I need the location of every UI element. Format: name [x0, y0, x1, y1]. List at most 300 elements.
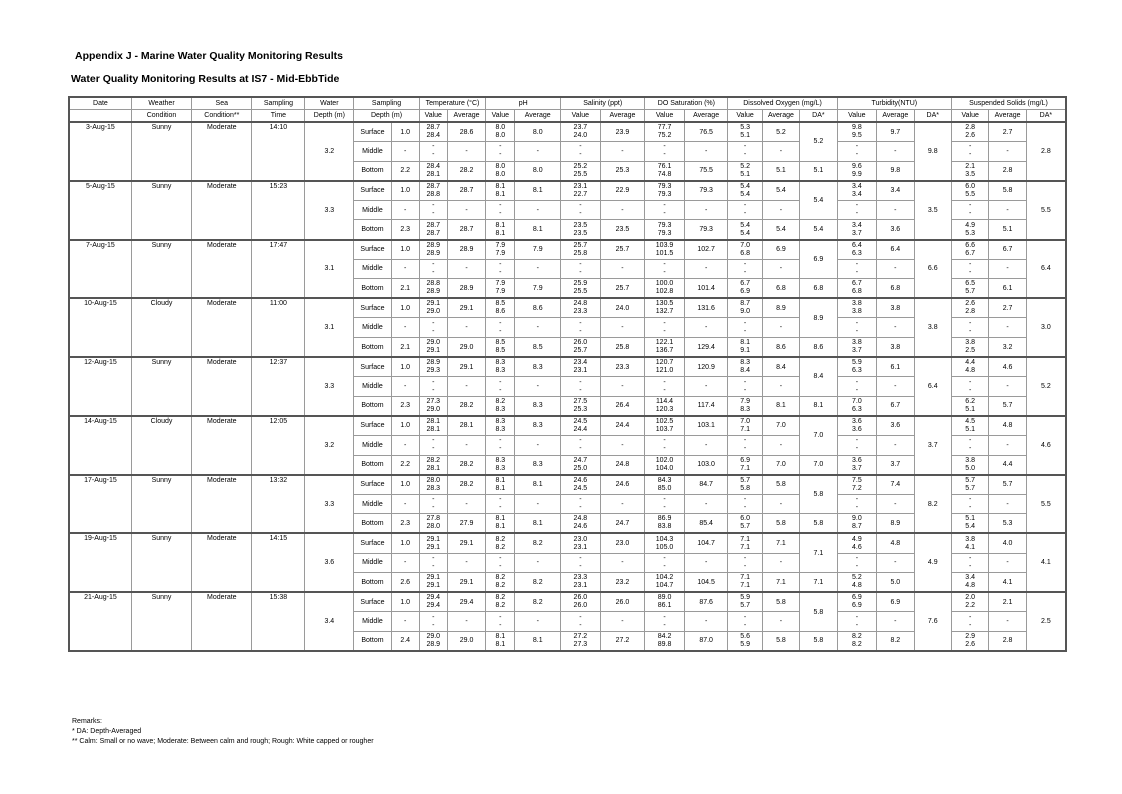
ss-value — [951, 161, 988, 181]
ph-value-reading: - — [499, 151, 502, 159]
turbidity-value-reading: 3.8 — [851, 339, 862, 347]
do-sat-average: - — [684, 142, 728, 162]
temp-value-reading: - — [432, 562, 435, 570]
turbidity-da: 6.4 — [914, 357, 951, 416]
ph-value-reading: - — [499, 621, 502, 629]
do-value — [728, 338, 762, 358]
do-value-reading: 6.9 — [740, 456, 750, 464]
level-cell: Middle — [354, 318, 391, 338]
ss-value-reading: - — [969, 621, 972, 629]
do-sat-value — [645, 436, 685, 456]
do-sat-value-reading: 86.9 — [657, 515, 672, 523]
sea-cell: Moderate — [192, 533, 252, 592]
do-sat-value — [645, 122, 685, 142]
do-value-reading: 8.1 — [740, 339, 750, 347]
do-sat-value-reading: 89.0 — [657, 594, 672, 602]
turbidity-value-reading: 3.4 — [851, 190, 862, 198]
remarks — [72, 717, 374, 747]
do-average: - — [762, 553, 799, 573]
col-do-saturation: DO Saturation (%) — [645, 97, 728, 110]
ss-value-reading: - — [969, 260, 972, 268]
temp-value — [419, 338, 447, 358]
turbidity-value — [837, 200, 877, 220]
ss-value-reading: - — [969, 268, 972, 276]
do-sat-value-reading: 130.5 — [655, 300, 674, 308]
do-value — [728, 455, 762, 475]
temp-value — [419, 553, 447, 573]
do-value-reading: - — [743, 319, 747, 327]
ss-value-reading: - — [969, 202, 972, 210]
date-cell: 3-Aug-15 — [69, 122, 131, 181]
subhead-average: Average — [600, 110, 645, 123]
temp-value-reading: - — [432, 613, 435, 621]
ss-average: 2.8 — [989, 161, 1026, 181]
temp-value-reading: 28.0 — [426, 476, 441, 484]
ss-average: 3.2 — [989, 338, 1026, 358]
date-cell: 7-Aug-15 — [69, 240, 131, 299]
weather-cell: Sunny — [131, 240, 191, 299]
ss-value-reading: 5.1 — [965, 405, 976, 413]
do-value-reading: 7.9 — [740, 397, 750, 405]
temp-average: 28.1 — [447, 416, 485, 436]
subhead-value: Value — [837, 110, 877, 123]
turbidity-value — [837, 436, 877, 456]
do-value — [728, 259, 762, 279]
ss-value — [951, 298, 988, 318]
level-cell: Surface — [354, 298, 391, 318]
do-value-reading: 5.9 — [740, 594, 750, 602]
temp-value-reading: - — [432, 260, 435, 268]
ph-value-reading: 8.2 — [495, 602, 506, 610]
do-average: 6.9 — [762, 240, 799, 260]
ph-average: 8.3 — [515, 396, 561, 416]
salinity-average: - — [600, 494, 645, 514]
do-value-reading: 7.1 — [740, 574, 750, 582]
salinity-value-reading: 24.8 — [573, 515, 588, 523]
salinity-value-reading: 23.4 — [573, 359, 588, 367]
turbidity-value-reading: 6.7 — [851, 280, 862, 288]
ph-value-reading: 8.1 — [495, 476, 506, 484]
temp-value-reading: - — [432, 504, 435, 512]
do-sat-value-reading: 79.3 — [657, 229, 672, 237]
do-average: 6.8 — [762, 279, 799, 299]
ss-average: 2.7 — [989, 122, 1026, 142]
do-value — [728, 240, 762, 260]
ph-value — [486, 436, 515, 456]
temp-average: 28.9 — [447, 240, 485, 260]
temp-value-reading: - — [432, 319, 435, 327]
temp-value-reading: 28.9 — [426, 359, 441, 367]
ss-value-reading: - — [969, 554, 972, 562]
do-average: 8.1 — [762, 396, 799, 416]
do-value — [728, 318, 762, 338]
col-weather: Weather — [131, 97, 191, 110]
ss-value-reading: 3.4 — [965, 574, 976, 582]
level-cell: Middle — [354, 377, 391, 397]
date-cell: 19-Aug-15 — [69, 533, 131, 592]
do-sat-value — [645, 298, 685, 318]
ss-average: 4.8 — [989, 416, 1026, 436]
salinity-value-reading: - — [579, 378, 582, 386]
ph-value-reading: 8.1 — [495, 221, 506, 229]
ss-value-reading: 6.2 — [965, 397, 976, 405]
turbidity-average: 5.0 — [877, 573, 914, 593]
turbidity-value-reading: 7.0 — [851, 397, 862, 405]
do-sat-average: 87.0 — [684, 631, 728, 651]
turbidity-da: 6.6 — [914, 240, 951, 299]
ph-average: - — [515, 142, 561, 162]
ss-value-reading: - — [969, 210, 972, 218]
salinity-value-reading: - — [579, 327, 582, 335]
temp-average: - — [447, 318, 485, 338]
temp-average: 28.7 — [447, 181, 485, 201]
turbidity-value-reading: 8.2 — [851, 632, 862, 640]
water-depth-cell: 3.3 — [305, 181, 354, 240]
subhead-value: Value — [951, 110, 988, 123]
ph-value-reading: 8.1 — [495, 229, 506, 237]
ph-value-reading: 8.2 — [495, 574, 506, 582]
date-cell: 12-Aug-15 — [69, 357, 131, 416]
water-depth-cell: 3.4 — [305, 592, 354, 651]
do-da-bottom: 5.8 — [800, 514, 837, 534]
temp-average: - — [447, 612, 485, 632]
do-sat-value — [645, 416, 685, 436]
do-average: - — [762, 259, 799, 279]
salinity-average: 26.4 — [600, 396, 645, 416]
temp-value — [419, 318, 447, 338]
do-sat-value-reading: - — [663, 327, 666, 335]
salinity-value-reading: 23.1 — [573, 582, 588, 590]
time-cell: 15:23 — [252, 181, 305, 240]
temp-value-reading: 29.1 — [426, 543, 441, 551]
do-sat-value-reading: 104.0 — [655, 464, 674, 472]
turbidity-value-reading: 9.5 — [851, 132, 862, 140]
date-cell: 14-Aug-15 — [69, 416, 131, 475]
ph-value — [486, 573, 515, 593]
salinity-value — [561, 436, 601, 456]
do-value-reading: - — [743, 554, 747, 562]
ss-average: - — [989, 612, 1026, 632]
level-cell: Surface — [354, 357, 391, 377]
turbidity-value-reading: - — [855, 260, 859, 268]
ss-average: - — [989, 494, 1026, 514]
col-water-depth-sub: Depth (m) — [305, 110, 354, 123]
temp-average: 28.2 — [447, 396, 485, 416]
time-cell: 12:37 — [252, 357, 305, 416]
do-sat-average: 104.7 — [684, 533, 728, 553]
turbidity-value-reading: - — [855, 562, 859, 570]
temp-value — [419, 514, 447, 534]
water-depth-cell: 3.6 — [305, 533, 354, 592]
salinity-value-reading: 24.5 — [573, 417, 588, 425]
turbidity-value-reading: 3.6 — [851, 456, 862, 464]
temp-value — [419, 298, 447, 318]
do-sat-value-reading: - — [663, 445, 666, 453]
sampling-depth-cell: 1.0 — [391, 533, 419, 553]
salinity-value — [561, 181, 601, 201]
ss-average: - — [989, 259, 1026, 279]
table-body — [69, 122, 1066, 651]
temp-value-reading: - — [432, 386, 435, 394]
ss-average: 5.7 — [989, 396, 1026, 416]
turbidity-average: 3.6 — [877, 220, 914, 240]
do-average: 5.8 — [762, 592, 799, 612]
salinity-average: - — [600, 377, 645, 397]
ss-value-reading: 2.0 — [965, 594, 976, 602]
ss-average: 4.1 — [989, 573, 1026, 593]
turbidity-average: 6.1 — [877, 357, 914, 377]
turbidity-value-reading: 6.3 — [851, 367, 862, 375]
ss-value — [951, 475, 988, 495]
temp-value — [419, 533, 447, 553]
temp-average: - — [447, 142, 485, 162]
ph-value-reading: 8.2 — [495, 594, 506, 602]
header-row-1 — [69, 97, 1066, 110]
do-sat-value — [645, 161, 685, 181]
level-cell: Middle — [354, 494, 391, 514]
salinity-value-reading: - — [579, 504, 582, 512]
temp-value-reading: 29.0 — [426, 632, 441, 640]
turbidity-value-reading: 9.0 — [851, 515, 862, 523]
salinity-average: - — [600, 259, 645, 279]
turbidity-value-reading: 3.6 — [851, 417, 862, 425]
salinity-value — [561, 494, 601, 514]
ss-value-reading: 5.3 — [965, 229, 976, 237]
do-sat-value-reading: 103.7 — [655, 425, 674, 433]
ph-average: 8.0 — [515, 122, 561, 142]
ss-value-reading: 4.1 — [965, 543, 976, 551]
ss-value-reading: - — [969, 386, 972, 394]
salinity-value-reading: 23.3 — [573, 308, 588, 316]
turbidity-value-reading: 3.8 — [851, 300, 862, 308]
ss-value-reading: 2.9 — [965, 632, 976, 640]
subhead-da: DA* — [914, 110, 951, 123]
salinity-average: 23.0 — [600, 533, 645, 553]
turbidity-value-reading: 5.9 — [851, 359, 862, 367]
turbidity-value-reading: 4.6 — [851, 543, 862, 551]
turbidity-average: 3.4 — [877, 181, 914, 201]
ss-average: - — [989, 436, 1026, 456]
salinity-value-reading: 23.1 — [573, 543, 588, 551]
do-sat-value-reading: - — [663, 386, 666, 394]
temp-value-reading: - — [432, 210, 435, 218]
salinity-value-reading: 23.3 — [573, 574, 588, 582]
salinity-value-reading: - — [579, 562, 582, 570]
sampling-depth-cell: - — [391, 377, 419, 397]
do-sat-value — [645, 181, 685, 201]
subhead-average: Average — [447, 110, 485, 123]
sampling-depth-cell: 1.0 — [391, 298, 419, 318]
salinity-value-reading: 25.8 — [573, 249, 588, 257]
ph-value — [486, 220, 515, 240]
do-da: 5.8 — [800, 475, 837, 514]
ph-value — [486, 122, 515, 142]
salinity-average: 25.8 — [600, 338, 645, 358]
salinity-value-reading: 24.6 — [573, 476, 588, 484]
col-sea-sub: Condition** — [192, 110, 252, 123]
ss-average: - — [989, 377, 1026, 397]
temp-average: - — [447, 259, 485, 279]
time-cell: 15:38 — [252, 592, 305, 651]
ss-average: 5.3 — [989, 514, 1026, 534]
ss-value-reading: 4.8 — [965, 582, 976, 590]
do-value — [728, 161, 762, 181]
do-sat-value-reading: 120.3 — [655, 405, 674, 413]
ph-value-reading: 8.0 — [495, 170, 506, 178]
do-sat-value-reading: 104.2 — [655, 574, 674, 582]
temp-average: 28.9 — [447, 279, 485, 299]
do-sat-average: 129.4 — [684, 338, 728, 358]
turbidity-value-reading: - — [855, 202, 859, 210]
temp-average: 29.0 — [447, 631, 485, 651]
ph-average: 8.1 — [515, 631, 561, 651]
ss-value-reading: 5.5 — [965, 190, 976, 198]
do-value-reading: 6.0 — [740, 515, 750, 523]
ss-value-reading: 2.1 — [965, 162, 976, 170]
turbidity-value — [837, 514, 877, 534]
salinity-value-reading: 23.0 — [573, 535, 588, 543]
do-sat-value-reading: - — [663, 437, 666, 445]
salinity-value-reading: 25.5 — [573, 288, 588, 296]
turbidity-da: 4.9 — [914, 533, 951, 592]
ss-da: 5.5 — [1026, 181, 1066, 240]
weather-cell: Sunny — [131, 533, 191, 592]
do-sat-value — [645, 318, 685, 338]
salinity-value-reading: - — [579, 437, 582, 445]
ph-value — [486, 318, 515, 338]
turbidity-value-reading: - — [855, 613, 859, 621]
turbidity-value — [837, 416, 877, 436]
do-value-reading: 9.0 — [740, 308, 750, 316]
sampling-depth-cell: - — [391, 200, 419, 220]
temp-average: - — [447, 436, 485, 456]
ph-value-reading: 8.3 — [495, 464, 506, 472]
weather-cell: Sunny — [131, 181, 191, 240]
col-turbidity: Turbidity(NTU) — [837, 97, 951, 110]
ph-value-reading: 8.5 — [495, 339, 506, 347]
water-quality-table — [68, 96, 1067, 652]
ph-value — [486, 416, 515, 436]
do-sat-value-reading: 102.5 — [655, 417, 674, 425]
temp-value-reading: - — [432, 202, 435, 210]
salinity-value — [561, 240, 601, 260]
ph-value — [486, 396, 515, 416]
water-depth-cell: 3.1 — [305, 298, 354, 357]
temp-value-reading: 28.9 — [426, 249, 441, 257]
temp-value-reading: 29.0 — [426, 405, 441, 413]
do-sat-value — [645, 533, 685, 553]
do-value-reading: 7.1 — [740, 543, 750, 551]
do-value-reading: 5.2 — [740, 162, 750, 170]
do-sat-average: - — [684, 436, 728, 456]
do-sat-average: - — [684, 494, 728, 514]
do-sat-average: 103.0 — [684, 455, 728, 475]
ph-value — [486, 142, 515, 162]
turbidity-average: 6.7 — [877, 396, 914, 416]
ph-value — [486, 240, 515, 260]
salinity-value-reading: 23.7 — [573, 124, 588, 132]
level-cell: Bottom — [354, 338, 391, 358]
do-value — [728, 377, 762, 397]
temp-average: 27.9 — [447, 514, 485, 534]
do-sat-value — [645, 200, 685, 220]
do-value — [728, 494, 762, 514]
temp-value-reading: - — [432, 445, 435, 453]
salinity-average: 24.6 — [600, 475, 645, 495]
do-da: 5.4 — [800, 181, 837, 220]
do-da: 5.2 — [800, 122, 837, 161]
do-sat-average: 79.3 — [684, 220, 728, 240]
turbidity-value-reading: - — [855, 496, 859, 504]
temp-average: 29.1 — [447, 533, 485, 553]
sampling-depth-cell: 2.3 — [391, 220, 419, 240]
do-value-reading: 6.8 — [740, 249, 750, 257]
do-value-reading: 5.7 — [740, 602, 750, 610]
do-sat-value-reading: - — [663, 621, 666, 629]
salinity-average: 25.3 — [600, 161, 645, 181]
temp-value-reading: 29.1 — [426, 300, 441, 308]
temp-value — [419, 612, 447, 632]
salinity-value — [561, 357, 601, 377]
ph-value-reading: - — [499, 437, 502, 445]
ss-value-reading: - — [969, 378, 972, 386]
do-value-reading: 5.6 — [740, 632, 750, 640]
temp-average: 29.1 — [447, 573, 485, 593]
do-sat-value — [645, 142, 685, 162]
ph-average: - — [515, 553, 561, 573]
do-value-reading: 5.7 — [740, 476, 750, 484]
do-sat-average: 76.5 — [684, 122, 728, 142]
do-sat-value-reading: 74.8 — [657, 170, 672, 178]
ss-value-reading: - — [969, 437, 972, 445]
temp-average: 28.2 — [447, 475, 485, 495]
table-row — [69, 298, 1066, 318]
do-value-reading: 7.0 — [740, 417, 750, 425]
do-average: 7.0 — [762, 416, 799, 436]
ph-value-reading: 8.2 — [495, 543, 506, 551]
sampling-depth-cell: 1.0 — [391, 592, 419, 612]
ph-average: 8.1 — [515, 514, 561, 534]
ss-value-reading: - — [969, 327, 972, 335]
ss-value — [951, 259, 988, 279]
temp-value-reading: 28.8 — [426, 280, 441, 288]
level-cell: Bottom — [354, 631, 391, 651]
ph-value-reading: 7.9 — [495, 249, 506, 257]
ss-da: 4.6 — [1026, 416, 1066, 475]
turbidity-da: 3.7 — [914, 416, 951, 475]
salinity-average: - — [600, 318, 645, 338]
ph-value-reading: 7.9 — [495, 288, 506, 296]
turbidity-value-reading: 3.6 — [851, 425, 862, 433]
col-time: Sampling — [252, 97, 305, 110]
temp-value — [419, 475, 447, 495]
turbidity-value-reading: 7.2 — [851, 484, 862, 492]
temp-value — [419, 592, 447, 612]
water-depth-cell: 3.2 — [305, 122, 354, 181]
ss-average: - — [989, 553, 1026, 573]
sampling-depth-cell: 1.0 — [391, 240, 419, 260]
subhead-value: Value — [645, 110, 685, 123]
weather-cell: Sunny — [131, 357, 191, 416]
turbidity-value-reading: 8.7 — [851, 523, 862, 531]
turbidity-value-reading: - — [855, 143, 859, 151]
salinity-value — [561, 514, 601, 534]
ph-average: 8.2 — [515, 592, 561, 612]
subhead-value: Value — [728, 110, 762, 123]
ph-value-reading: - — [499, 260, 502, 268]
ss-value — [951, 592, 988, 612]
sea-cell: Moderate — [192, 298, 252, 357]
